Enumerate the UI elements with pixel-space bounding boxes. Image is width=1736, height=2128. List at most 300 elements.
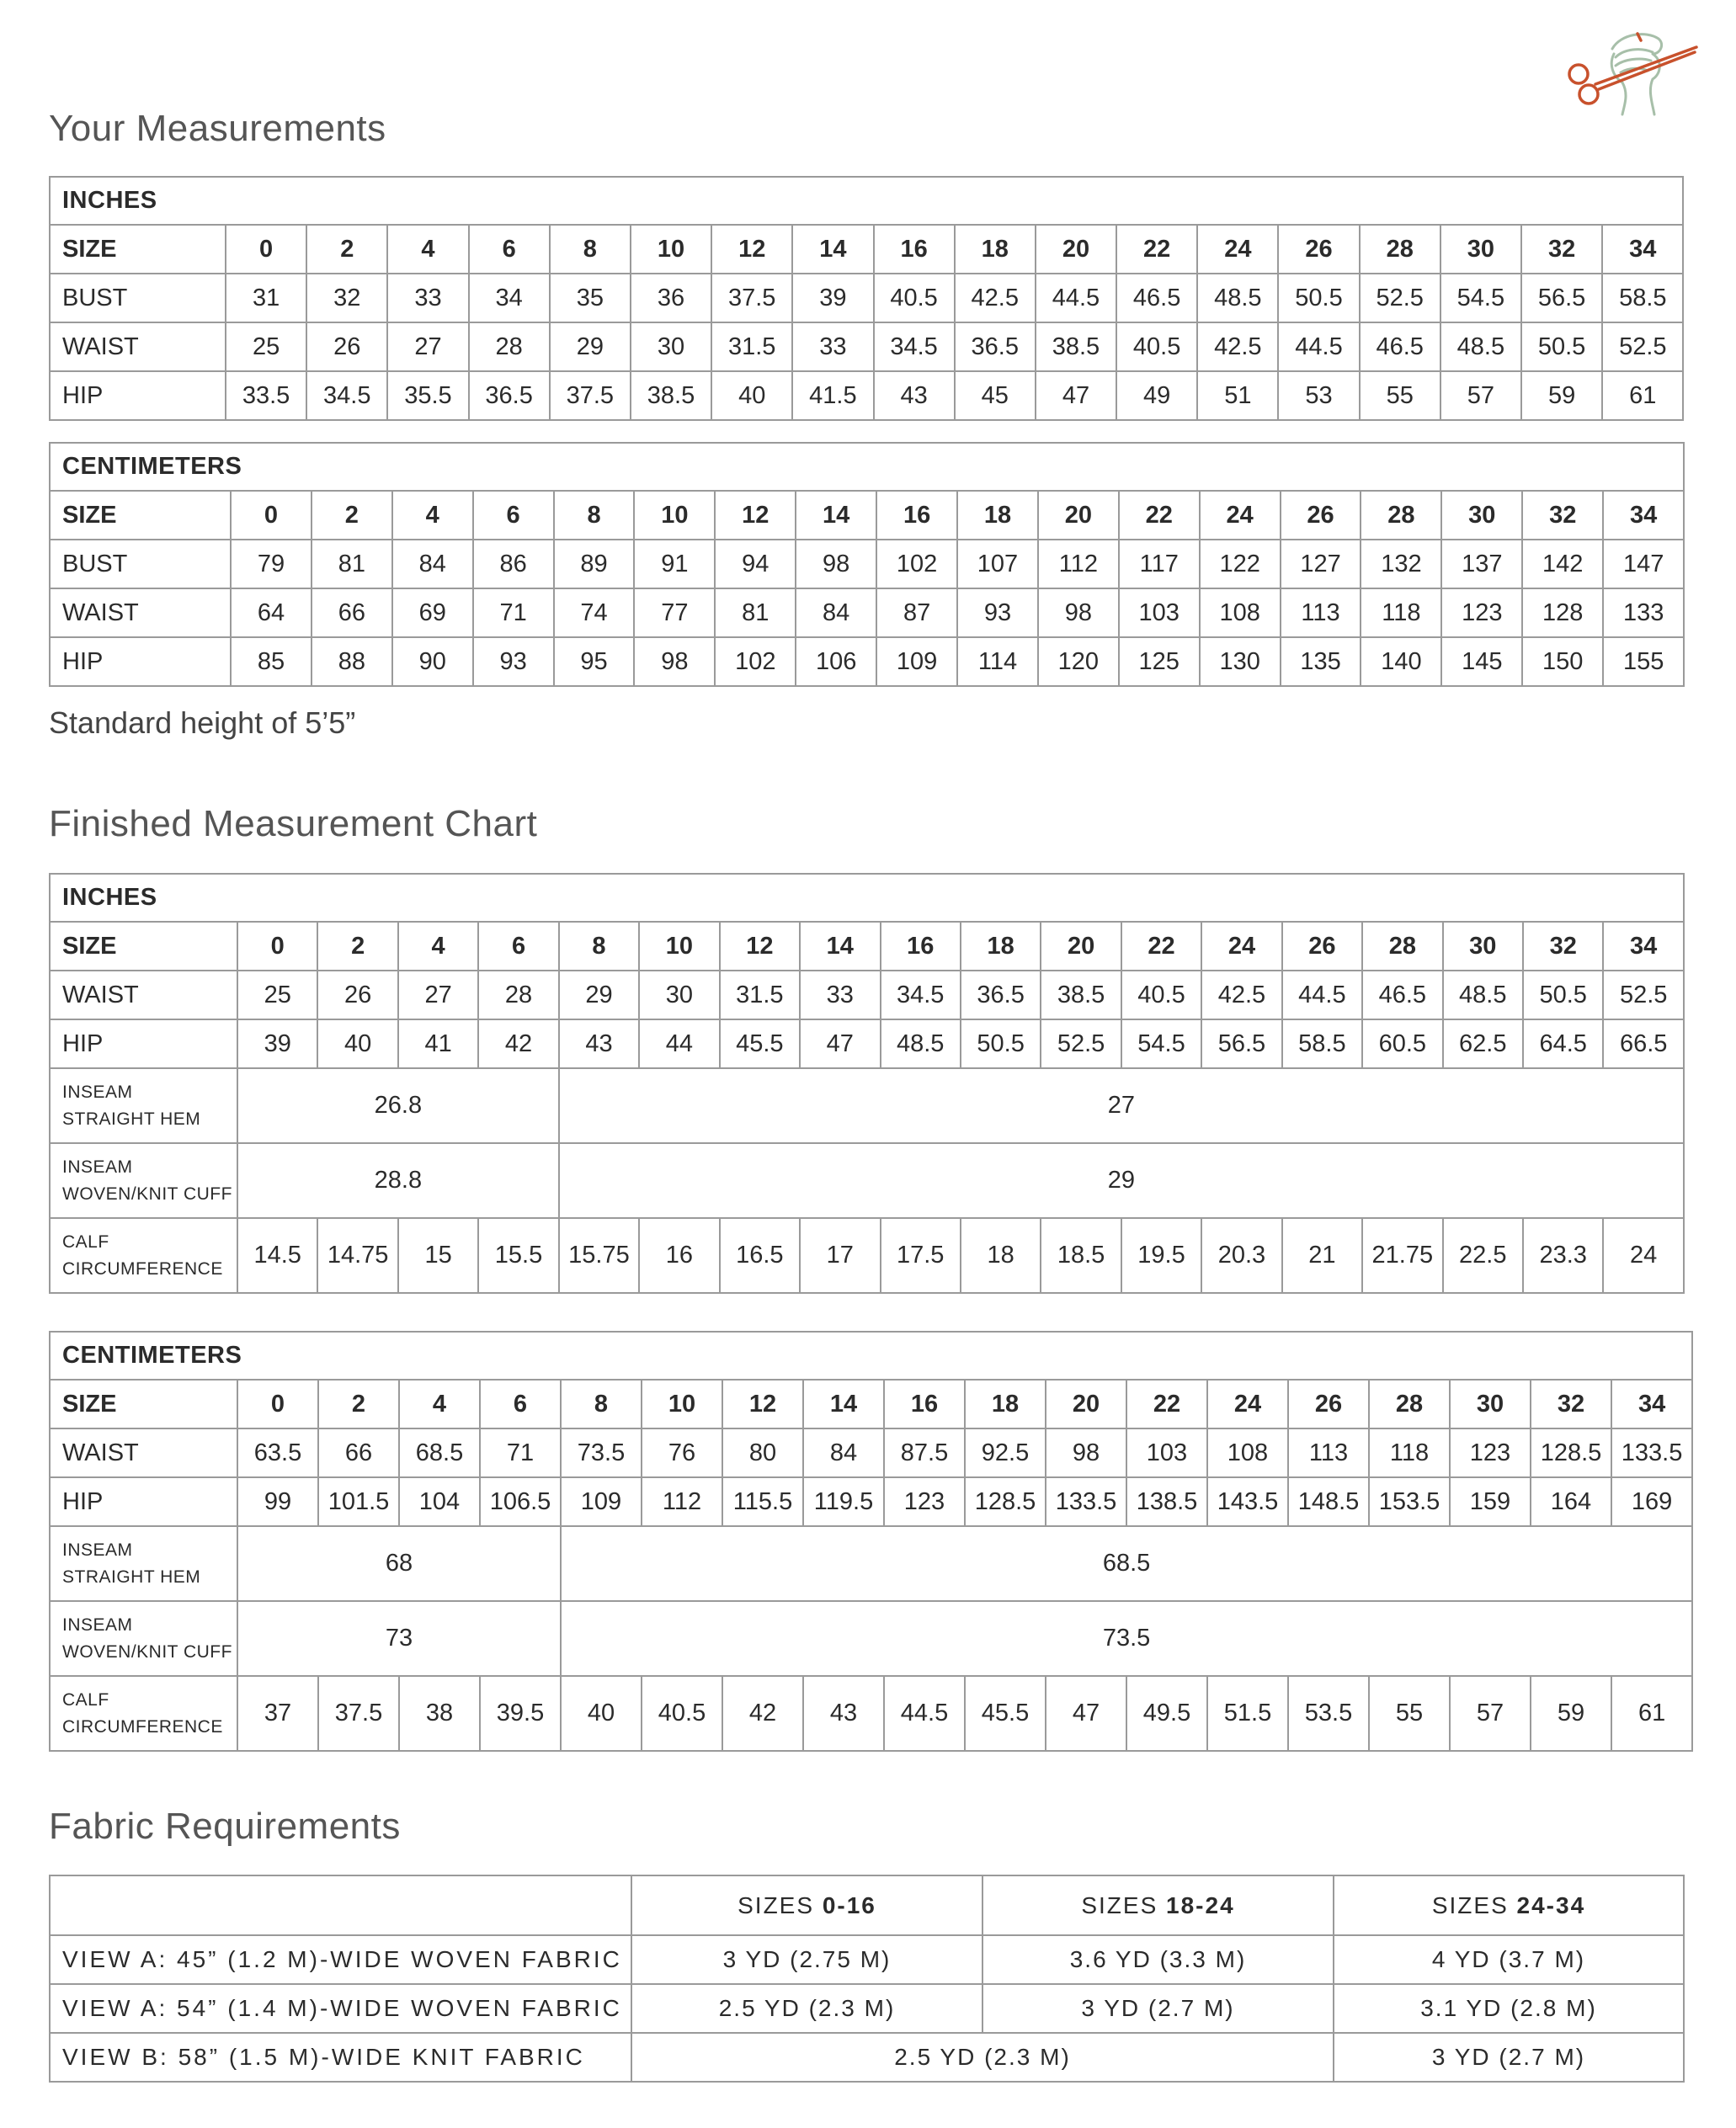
- value-cell: 87.5: [884, 1428, 965, 1477]
- size-cell: 6: [480, 1380, 561, 1428]
- value-cell: 135: [1281, 637, 1361, 686]
- value-cell: 45: [955, 371, 1036, 420]
- value-cell: 17.5: [881, 1218, 961, 1293]
- value-cell: 101.5: [318, 1477, 399, 1526]
- value-cell: 59: [1531, 1676, 1611, 1751]
- fabric-cell: 3 YD (2.7 M): [982, 1984, 1334, 2033]
- size-cell: 34: [1611, 1380, 1692, 1428]
- size-cell: 28: [1369, 1380, 1450, 1428]
- value-cell: 113: [1288, 1428, 1369, 1477]
- value-cell: 48.5: [1443, 971, 1523, 1019]
- value-cell: 30: [639, 971, 719, 1019]
- value-cell: 14.75: [317, 1218, 397, 1293]
- value-cell: 155: [1603, 637, 1684, 686]
- value-cell: 15.5: [478, 1218, 558, 1293]
- value-cell: 92.5: [965, 1428, 1046, 1477]
- value-cell: 108: [1207, 1428, 1288, 1477]
- value-cell: 29: [550, 322, 631, 371]
- value-cell: 22.5: [1443, 1218, 1523, 1293]
- value-cell: 36.5: [961, 971, 1041, 1019]
- fabric-header-sizes-24-34: SIZES 24-34: [1334, 1875, 1684, 1935]
- value-cell: 48.5: [1197, 274, 1278, 322]
- value-cell: 123: [1450, 1428, 1531, 1477]
- value-cell: 104: [399, 1477, 480, 1526]
- value-cell: 43: [803, 1676, 884, 1751]
- size-cell: 28: [1361, 491, 1441, 540]
- size-cell: 18: [961, 922, 1041, 971]
- value-cell: 55: [1360, 371, 1440, 420]
- value-cell: 130: [1200, 637, 1281, 686]
- value-cell: 56.5: [1521, 274, 1602, 322]
- size-cell: 16: [881, 922, 961, 971]
- size-cell: 10: [642, 1380, 722, 1428]
- value-cell: 53: [1278, 371, 1359, 420]
- unit-label: CENTIMETERS: [50, 1332, 1692, 1380]
- value-cell: 106: [796, 637, 876, 686]
- size-cell: 14: [796, 491, 876, 540]
- value-cell: 53.5: [1288, 1676, 1369, 1751]
- size-cell: 32: [1521, 225, 1602, 274]
- value-cell: 93: [473, 637, 554, 686]
- value-cell: 128.5: [965, 1477, 1046, 1526]
- value-cell: 150: [1522, 637, 1603, 686]
- size-cell: 10: [631, 225, 711, 274]
- value-cell: 102: [715, 637, 796, 686]
- value-cell: 59: [1521, 371, 1602, 420]
- size-cell: 26: [1288, 1380, 1369, 1428]
- size-cell: 26: [1281, 491, 1361, 540]
- value-cell: 76: [642, 1428, 722, 1477]
- value-cell: 16: [639, 1218, 719, 1293]
- value-cell: 36.5: [955, 322, 1036, 371]
- size-cell: 0: [237, 922, 317, 971]
- value-cell: 38.5: [1036, 322, 1116, 371]
- value-cell: 120: [1038, 637, 1119, 686]
- value-cell: 38.5: [1041, 971, 1121, 1019]
- value-cell: 79: [231, 540, 312, 588]
- calf-label: CALF CIRCUMFERENCE: [50, 1676, 237, 1751]
- value-cell: 24: [1603, 1218, 1683, 1293]
- size-cell: 10: [634, 491, 715, 540]
- size-cell: 14: [800, 922, 880, 971]
- value-cell: 52.5: [1360, 274, 1440, 322]
- value-cell: 40.5: [874, 274, 955, 322]
- value-cell: 47: [1036, 371, 1116, 420]
- finished-cm-table: [49, 1331, 1693, 1752]
- value-cell: 98: [634, 637, 715, 686]
- value-cell: 34.5: [881, 971, 961, 1019]
- size-cell: 20: [1036, 225, 1116, 274]
- size-cell: 26: [1278, 225, 1359, 274]
- inseam-cuff-large-value: 73.5: [561, 1601, 1692, 1676]
- size-cell: 16: [874, 225, 955, 274]
- value-cell: 27: [387, 322, 468, 371]
- fabric-header-blank: [50, 1875, 631, 1935]
- fabric-cell: 2.5 YD (2.3 M): [631, 2033, 1334, 2082]
- size-cell: 34: [1603, 491, 1684, 540]
- value-cell: 56.5: [1201, 1019, 1281, 1068]
- value-cell: 46.5: [1116, 274, 1197, 322]
- value-cell: 40: [317, 1019, 397, 1068]
- value-cell: 60.5: [1362, 1019, 1442, 1068]
- value-cell: 87: [876, 588, 957, 637]
- value-cell: 143.5: [1207, 1477, 1288, 1526]
- value-cell: 84: [392, 540, 473, 588]
- size-cell: 14: [803, 1380, 884, 1428]
- inseam-straight-label: INSEAM STRAIGHT HEM: [50, 1068, 237, 1143]
- value-cell: 30: [631, 322, 711, 371]
- value-cell: 17: [800, 1218, 880, 1293]
- value-cell: 63.5: [237, 1428, 318, 1477]
- value-cell: 66: [312, 588, 392, 637]
- size-cell: 34: [1603, 922, 1683, 971]
- your-measurements-heading: Your Measurements: [49, 108, 386, 149]
- size-cell: 16: [876, 491, 957, 540]
- size-cell: 30: [1450, 1380, 1531, 1428]
- value-cell: 90: [392, 637, 473, 686]
- value-cell: 98: [1038, 588, 1119, 637]
- size-cell: 28: [1360, 225, 1440, 274]
- size-cell: 18: [965, 1380, 1046, 1428]
- value-cell: 37.5: [711, 274, 792, 322]
- value-cell: 31: [226, 274, 306, 322]
- size-cell: 22: [1121, 922, 1201, 971]
- value-cell: 68.5: [399, 1428, 480, 1477]
- value-cell: 106.5: [480, 1477, 561, 1526]
- size-cell: 24: [1207, 1380, 1288, 1428]
- value-cell: 88: [312, 637, 392, 686]
- value-cell: 86: [473, 540, 554, 588]
- size-cell: 2: [318, 1380, 399, 1428]
- fabric-row-label: VIEW B: 58” (1.5 M)-WIDE KNIT FABRIC: [50, 2033, 631, 2082]
- value-cell: 128: [1522, 588, 1603, 637]
- value-cell: 28: [469, 322, 550, 371]
- value-cell: 81: [312, 540, 392, 588]
- size-cell: 10: [639, 922, 719, 971]
- value-cell: 28: [478, 971, 558, 1019]
- inseam-straight-large-value: 68.5: [561, 1526, 1692, 1601]
- value-cell: 51.5: [1207, 1676, 1288, 1751]
- value-cell: 35: [550, 274, 631, 322]
- value-cell: 117: [1119, 540, 1200, 588]
- fabric-requirements-heading: Fabric Requirements: [49, 1806, 401, 1847]
- size-cell: 30: [1440, 225, 1521, 274]
- value-cell: 52.5: [1603, 971, 1683, 1019]
- inseam-straight-small-value: 68: [237, 1526, 561, 1601]
- value-cell: 54.5: [1121, 1019, 1201, 1068]
- value-cell: 54.5: [1440, 274, 1521, 322]
- value-cell: 44.5: [1278, 322, 1359, 371]
- row-label: WAIST: [50, 1428, 237, 1477]
- hand-scissors-logo-icon: [1553, 24, 1701, 116]
- value-cell: 42.5: [955, 274, 1036, 322]
- row-label: WAIST: [50, 971, 237, 1019]
- value-cell: 112: [642, 1477, 722, 1526]
- inseam-cuff-small-value: 73: [237, 1601, 561, 1676]
- value-cell: 34: [469, 274, 550, 322]
- row-label: WAIST: [50, 588, 231, 637]
- value-cell: 64: [231, 588, 312, 637]
- value-cell: 128.5: [1531, 1428, 1611, 1477]
- value-cell: 62.5: [1443, 1019, 1523, 1068]
- size-cell: 22: [1126, 1380, 1207, 1428]
- value-cell: 109: [876, 637, 957, 686]
- fabric-row-label: VIEW A: 54” (1.4 M)-WIDE WOVEN FABRIC: [50, 1984, 631, 2033]
- value-cell: 25: [237, 971, 317, 1019]
- size-cell: 32: [1522, 491, 1603, 540]
- value-cell: 18: [961, 1218, 1041, 1293]
- value-cell: 99: [237, 1477, 318, 1526]
- value-cell: 98: [796, 540, 876, 588]
- value-cell: 15.75: [559, 1218, 639, 1293]
- value-cell: 109: [561, 1477, 642, 1526]
- value-cell: 74: [554, 588, 635, 637]
- value-cell: 55: [1369, 1676, 1450, 1751]
- your-measurements-cm-table: [49, 442, 1685, 687]
- row-label: WAIST: [50, 322, 226, 371]
- value-cell: 49: [1116, 371, 1197, 420]
- size-cell: 0: [231, 491, 312, 540]
- value-cell: 107: [957, 540, 1038, 588]
- inseam-cuff-small-value: 28.8: [237, 1143, 559, 1218]
- size-cell: 28: [1362, 922, 1442, 971]
- row-label: HIP: [50, 637, 231, 686]
- value-cell: 39: [792, 274, 873, 322]
- value-cell: 26: [317, 971, 397, 1019]
- value-cell: 94: [715, 540, 796, 588]
- value-cell: 123: [884, 1477, 965, 1526]
- value-cell: 26: [306, 322, 387, 371]
- value-cell: 145: [1441, 637, 1522, 686]
- unit-label: INCHES: [50, 177, 1683, 225]
- size-cell: 12: [722, 1380, 803, 1428]
- value-cell: 133: [1603, 588, 1684, 637]
- value-cell: 115.5: [722, 1477, 803, 1526]
- size-cell: 12: [711, 225, 792, 274]
- value-cell: 57: [1440, 371, 1521, 420]
- fabric-cell: 3 YD (2.75 M): [631, 1935, 982, 1984]
- size-cell: 12: [715, 491, 796, 540]
- value-cell: 41.5: [792, 371, 873, 420]
- fabric-requirements-table: [49, 1875, 1685, 2083]
- size-cell: 8: [554, 491, 635, 540]
- size-cell: 22: [1119, 491, 1200, 540]
- value-cell: 44: [639, 1019, 719, 1068]
- value-cell: 133.5: [1046, 1477, 1126, 1526]
- value-cell: 44.5: [1036, 274, 1116, 322]
- value-cell: 95: [554, 637, 635, 686]
- size-cell: 12: [720, 922, 800, 971]
- value-cell: 37: [237, 1676, 318, 1751]
- finished-inches-table: [49, 873, 1685, 1294]
- value-cell: 112: [1038, 540, 1119, 588]
- value-cell: 23.3: [1523, 1218, 1603, 1293]
- value-cell: 40.5: [642, 1676, 722, 1751]
- value-cell: 85: [231, 637, 312, 686]
- value-cell: 80: [722, 1428, 803, 1477]
- value-cell: 52.5: [1041, 1019, 1121, 1068]
- value-cell: 127: [1281, 540, 1361, 588]
- value-cell: 91: [634, 540, 715, 588]
- value-cell: 21.75: [1362, 1218, 1442, 1293]
- unit-label: INCHES: [50, 874, 1684, 922]
- value-cell: 27: [398, 971, 478, 1019]
- inseam-cuff-label: INSEAM WOVEN/KNIT CUFF: [50, 1601, 237, 1676]
- size-cell: 4: [387, 225, 468, 274]
- value-cell: 52.5: [1602, 322, 1683, 371]
- value-cell: 32: [306, 274, 387, 322]
- fabric-cell: 4 YD (3.7 M): [1334, 1935, 1684, 1984]
- value-cell: 44.5: [1282, 971, 1362, 1019]
- value-cell: 71: [473, 588, 554, 637]
- value-cell: 48.5: [881, 1019, 961, 1068]
- value-cell: 50.5: [1521, 322, 1602, 371]
- value-cell: 33.5: [226, 371, 306, 420]
- size-cell: 20: [1046, 1380, 1126, 1428]
- value-cell: 69: [392, 588, 473, 637]
- value-cell: 40: [711, 371, 792, 420]
- value-cell: 58.5: [1602, 274, 1683, 322]
- size-cell: 30: [1443, 922, 1523, 971]
- value-cell: 98: [1046, 1428, 1126, 1477]
- size-cell: 6: [473, 491, 554, 540]
- value-cell: 93: [957, 588, 1038, 637]
- inseam-straight-label: INSEAM STRAIGHT HEM: [50, 1526, 237, 1601]
- value-cell: 15: [398, 1218, 478, 1293]
- value-cell: 138.5: [1126, 1477, 1207, 1526]
- value-cell: 73.5: [561, 1428, 642, 1477]
- size-cell: 20: [1041, 922, 1121, 971]
- size-cell: 4: [399, 1380, 480, 1428]
- value-cell: 34.5: [874, 322, 955, 371]
- inseam-cuff-label: INSEAM WOVEN/KNIT CUFF: [50, 1143, 237, 1218]
- value-cell: 33: [387, 274, 468, 322]
- value-cell: 113: [1281, 588, 1361, 637]
- fabric-cell: 2.5 YD (2.3 M): [631, 1984, 982, 2033]
- value-cell: 41: [398, 1019, 478, 1068]
- value-cell: 119.5: [803, 1477, 884, 1526]
- value-cell: 133.5: [1611, 1428, 1692, 1477]
- value-cell: 140: [1361, 637, 1441, 686]
- value-cell: 108: [1200, 588, 1281, 637]
- value-cell: 71: [480, 1428, 561, 1477]
- value-cell: 43: [559, 1019, 639, 1068]
- value-cell: 44.5: [884, 1676, 965, 1751]
- value-cell: 159: [1450, 1477, 1531, 1526]
- value-cell: 46.5: [1360, 322, 1440, 371]
- standard-height-note: Standard height of 5’5”: [49, 705, 356, 740]
- value-cell: 34.5: [306, 371, 387, 420]
- value-cell: 81: [715, 588, 796, 637]
- value-cell: 123: [1441, 588, 1522, 637]
- size-cell: 30: [1441, 491, 1522, 540]
- size-cell: 6: [478, 922, 558, 971]
- value-cell: 37.5: [318, 1676, 399, 1751]
- value-cell: 142: [1522, 540, 1603, 588]
- value-cell: 103: [1119, 588, 1200, 637]
- value-cell: 40.5: [1116, 322, 1197, 371]
- value-cell: 38.5: [631, 371, 711, 420]
- value-cell: 19.5: [1121, 1218, 1201, 1293]
- unit-label: CENTIMETERS: [50, 443, 1684, 491]
- value-cell: 148.5: [1288, 1477, 1369, 1526]
- size-cell: 18: [957, 491, 1038, 540]
- value-cell: 114: [957, 637, 1038, 686]
- inseam-straight-small-value: 26.8: [237, 1068, 559, 1143]
- value-cell: 84: [803, 1428, 884, 1477]
- size-cell: 32: [1523, 922, 1603, 971]
- value-cell: 48.5: [1440, 322, 1521, 371]
- size-cell: 24: [1200, 491, 1281, 540]
- value-cell: 31.5: [720, 971, 800, 1019]
- value-cell: 61: [1611, 1676, 1692, 1751]
- row-label: SIZE: [50, 1380, 237, 1428]
- value-cell: 51: [1197, 371, 1278, 420]
- value-cell: 36: [631, 274, 711, 322]
- row-label: SIZE: [50, 225, 226, 274]
- size-cell: 26: [1282, 922, 1362, 971]
- value-cell: 122: [1200, 540, 1281, 588]
- value-cell: 169: [1611, 1477, 1692, 1526]
- size-cell: 24: [1201, 922, 1281, 971]
- value-cell: 47: [800, 1019, 880, 1068]
- value-cell: 40: [561, 1676, 642, 1751]
- value-cell: 84: [796, 588, 876, 637]
- value-cell: 66: [318, 1428, 399, 1477]
- size-cell: 8: [559, 922, 639, 971]
- value-cell: 118: [1369, 1428, 1450, 1477]
- size-cell: 22: [1116, 225, 1197, 274]
- value-cell: 164: [1531, 1477, 1611, 1526]
- size-cell: 24: [1197, 225, 1278, 274]
- size-cell: 0: [237, 1380, 318, 1428]
- row-label: HIP: [50, 371, 226, 420]
- value-cell: 102: [876, 540, 957, 588]
- value-cell: 21: [1282, 1218, 1362, 1293]
- value-cell: 33: [792, 322, 873, 371]
- value-cell: 37.5: [550, 371, 631, 420]
- value-cell: 49.5: [1126, 1676, 1207, 1751]
- value-cell: 58.5: [1282, 1019, 1362, 1068]
- value-cell: 31.5: [711, 322, 792, 371]
- value-cell: 103: [1126, 1428, 1207, 1477]
- size-cell: 0: [226, 225, 306, 274]
- size-cell: 4: [392, 491, 473, 540]
- size-cell: 2: [312, 491, 392, 540]
- fabric-row-label: VIEW A: 45” (1.2 M)-WIDE WOVEN FABRIC: [50, 1935, 631, 1984]
- value-cell: 29: [559, 971, 639, 1019]
- value-cell: 45.5: [720, 1019, 800, 1068]
- value-cell: 50.5: [961, 1019, 1041, 1068]
- your-measurements-inches-table: [49, 176, 1684, 421]
- value-cell: 42: [722, 1676, 803, 1751]
- calf-label: CALF CIRCUMFERENCE: [50, 1218, 237, 1293]
- value-cell: 125: [1119, 637, 1200, 686]
- fabric-cell: 3 YD (2.7 M): [1334, 2033, 1684, 2082]
- value-cell: 36.5: [469, 371, 550, 420]
- size-cell: 8: [561, 1380, 642, 1428]
- inseam-straight-large-value: 27: [559, 1068, 1684, 1143]
- value-cell: 39: [237, 1019, 317, 1068]
- value-cell: 50.5: [1523, 971, 1603, 1019]
- size-cell: 4: [398, 922, 478, 971]
- value-cell: 147: [1603, 540, 1684, 588]
- row-label: BUST: [50, 540, 231, 588]
- value-cell: 40.5: [1121, 971, 1201, 1019]
- row-label: SIZE: [50, 491, 231, 540]
- value-cell: 42.5: [1201, 971, 1281, 1019]
- value-cell: 33: [800, 971, 880, 1019]
